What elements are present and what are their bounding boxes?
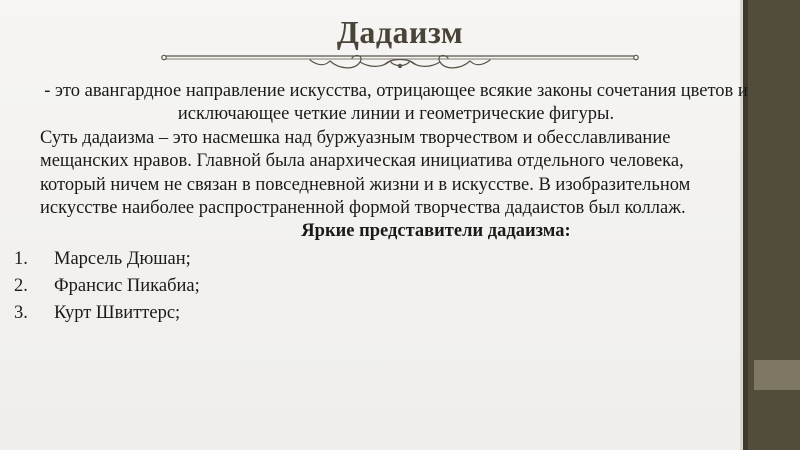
list-item	[14, 300, 752, 327]
intro-text: - это авангардное направление искусства, отрицающее всякие законы сочетания цветов и исключающее четкие линии и геометрические фигуры.	[44, 81, 748, 125]
list-item	[14, 246, 752, 273]
list-item-text: Марсель Дюшан;	[54, 248, 191, 269]
representatives-list	[14, 246, 752, 327]
slide-content	[14, 80, 752, 327]
list-item-number: 2.	[14, 275, 28, 296]
slide-title: Дадаизм	[336, 14, 464, 50]
list-item	[14, 273, 752, 300]
list-item-number: 3.	[14, 302, 28, 323]
body-text: Суть дадаизма – это насмешка над буржуазным творчеством и обесславливание мещанских нравов. Главной была анархическая инициатива отдельного человека, который ничем не связан в повседневной жизни и в искусстве. В изобразительном искусстве наиболее распространенной формой творчества дадаистов был коллаж.	[40, 127, 691, 219]
side-band-tab	[754, 360, 800, 390]
scroll-divider-icon	[160, 48, 640, 70]
list-item-text: Курт Швиттерс;	[54, 302, 181, 323]
list-item-number: 1.	[14, 248, 28, 269]
list-item-text: Франсис Пикабиа;	[54, 275, 200, 296]
representatives-heading: Яркие представители дадаизма:	[301, 221, 571, 242]
